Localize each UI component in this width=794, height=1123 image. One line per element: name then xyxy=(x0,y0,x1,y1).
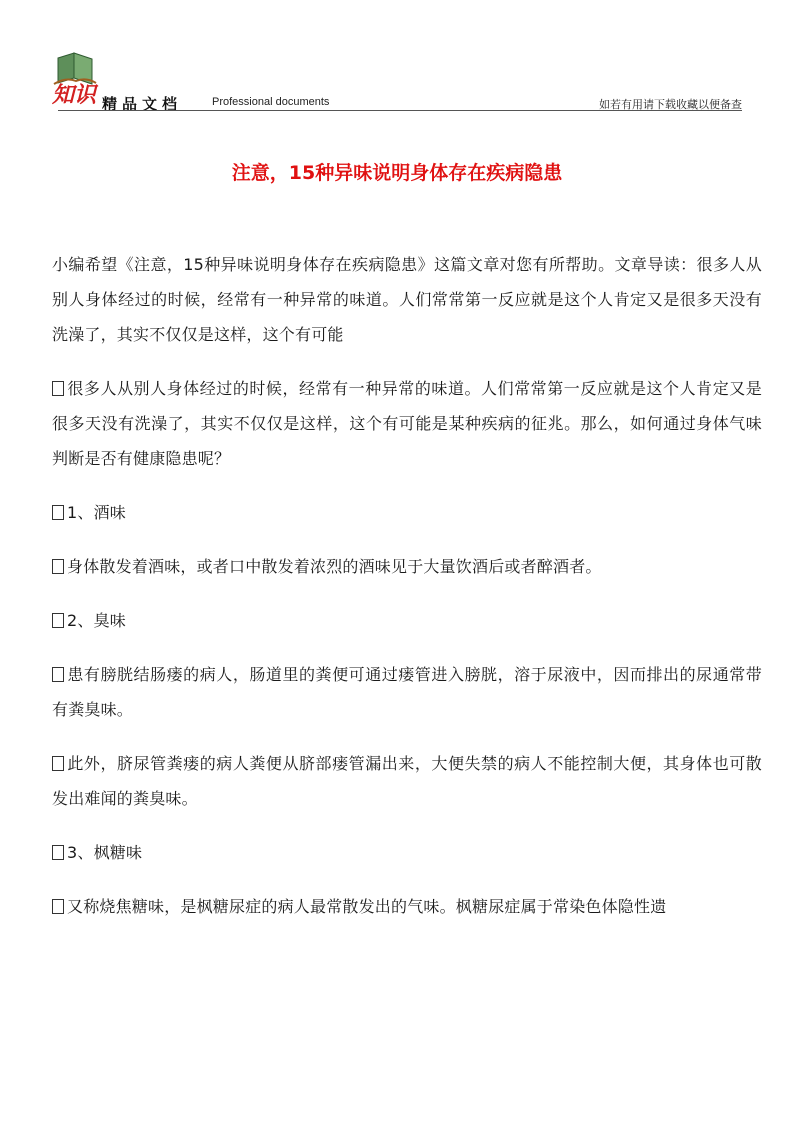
svg-text:知识: 知识 xyxy=(51,82,97,108)
missing-glyph-box-icon xyxy=(52,667,64,682)
paragraph xyxy=(52,746,762,816)
book-logo-icon xyxy=(44,48,104,108)
missing-glyph-box-icon xyxy=(52,756,64,771)
paragraph-text: 此外，脐尿管粪瘘的病人粪便从脐部瘘管漏出来，大便失禁的病人不能控制大便，其身体也可散发出难闻的粪臭味。 xyxy=(52,754,762,808)
section-heading-text: 1、酒味 xyxy=(67,503,126,522)
missing-glyph-box-icon xyxy=(52,381,64,396)
paragraph xyxy=(52,371,762,476)
header-download-note: 如若有用请下载收藏以便备查 xyxy=(599,98,742,111)
paragraph-text: 身体散发着酒味，或者口中散发着浓烈的酒味见于大量饮酒后或者醉酒者。 xyxy=(67,557,602,576)
section-heading xyxy=(52,495,762,530)
paragraph xyxy=(52,549,762,584)
section-heading xyxy=(52,835,762,870)
document-body xyxy=(52,247,762,943)
missing-glyph-box-icon xyxy=(52,899,64,914)
section-heading-text: 3、枫糖味 xyxy=(67,843,143,862)
paragraph-text: 又称烧焦糖味，是枫糖尿症的病人最常散发出的气味。枫糖尿症属于常染色体隐性遗 xyxy=(67,897,667,916)
missing-glyph-box-icon xyxy=(52,559,64,574)
header-brand-en: Professional documents xyxy=(212,96,330,108)
paragraph-text: 小编希望《注意，15种异味说明身体存在疾病隐患》这篇文章对您有所帮助。文章导读：很多人从别人身体经过的时候，经常有一种异常的味道。人们常常第一反应就是这个人肯定又是很多天没有洗澡了，其实不仅仅是这样，这个有可能 xyxy=(52,255,762,344)
page-header xyxy=(0,0,794,120)
header-brand-cn: 精品文档 xyxy=(102,95,183,113)
paragraph-text: 很多人从别人身体经过的时候，经常有一种异常的味道。人们常常第一反应就是这个人肯定又是很多天没有洗澡了，其实不仅仅是这样，这个有可能是某种疾病的征兆。那么，如何通过身体气味判断是否有健康隐患呢？ xyxy=(52,379,762,468)
missing-glyph-box-icon xyxy=(52,845,64,860)
paragraph-text: 患有膀胱结肠瘘的病人，肠道里的粪便可通过瘘管进入膀胱，溶于尿液中，因而排出的尿通常带有粪臭味。 xyxy=(52,665,762,719)
missing-glyph-box-icon xyxy=(52,613,64,628)
document-title: 注意，15种异味说明身体存在疾病隐患 xyxy=(231,162,563,184)
section-heading-text: 2、臭味 xyxy=(67,611,126,630)
paragraph xyxy=(52,889,762,924)
paragraph-intro xyxy=(52,247,762,352)
paragraph xyxy=(52,657,762,727)
section-heading xyxy=(52,603,762,638)
missing-glyph-box-icon xyxy=(52,505,64,520)
header-divider xyxy=(58,110,742,111)
